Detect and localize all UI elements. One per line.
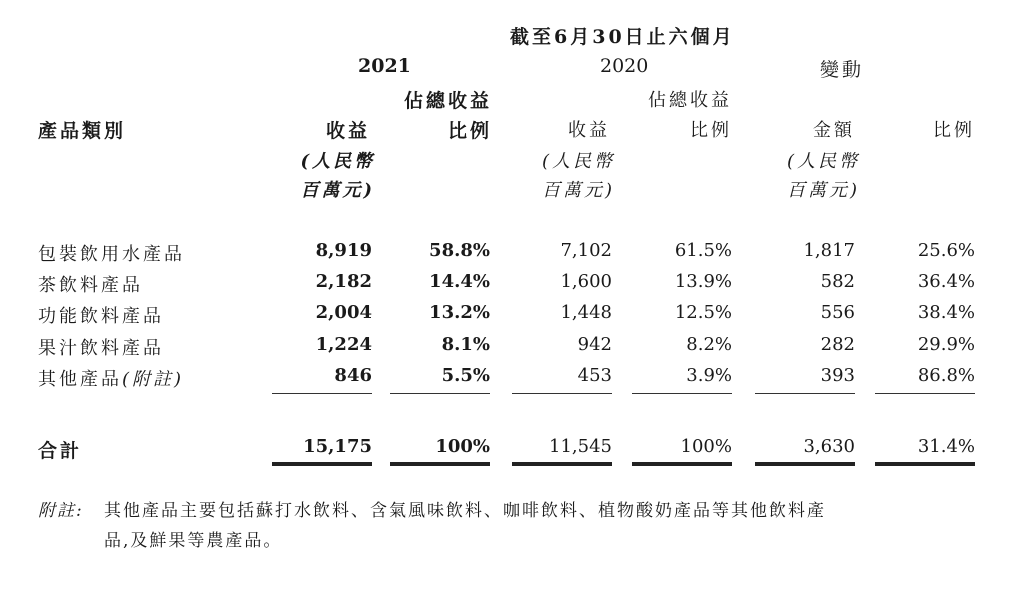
revenue-2021-cell: 2,004 — [315, 302, 372, 323]
double-rule-pct-2021 — [390, 462, 490, 466]
double-rule-chg-pct — [875, 462, 975, 466]
total-pct-2020: 100% — [680, 436, 732, 457]
rule-chg-pct — [875, 393, 975, 394]
pct-2020-header-line1: 佔總收益 — [648, 90, 732, 111]
revenue-2020-header: 收益 — [568, 120, 610, 141]
category-column-header: 產品類別 — [38, 120, 127, 142]
rule-pct-2021 — [390, 393, 490, 394]
pct-2020-cell: 61.5% — [674, 240, 732, 261]
rule-rev-2020 — [512, 393, 612, 394]
double-rule-rev-2021 — [272, 462, 372, 466]
rule-chg-amt — [755, 393, 855, 394]
unit-change-line1: (人民幣 — [786, 151, 860, 172]
note-label: 附註: — [38, 501, 84, 521]
revenue-2021-cell: 2,182 — [315, 271, 372, 292]
pct-2021-cell: 5.5% — [441, 365, 490, 386]
pct-2020-cell: 13.9% — [674, 271, 732, 292]
revenue-2020-cell: 1,600 — [560, 271, 612, 292]
revenue-2020-cell: 453 — [577, 365, 612, 386]
row-label — [38, 240, 185, 266]
row-label — [38, 334, 164, 360]
period-header: 截至6月30日止六個月 — [510, 26, 735, 48]
revenue-2021-cell: 8,919 — [315, 240, 372, 261]
row-label — [38, 365, 184, 391]
change-header: 變動 — [820, 59, 865, 81]
note-line2: 品,及鮮果等農產品。 — [104, 531, 283, 551]
double-rule-chg-amt — [755, 462, 855, 466]
rule-rev-2021 — [272, 393, 372, 394]
rule-pct-2020 — [632, 393, 732, 394]
revenue-2021-header: 收益 — [325, 120, 370, 142]
pct-2021-cell: 58.8% — [429, 240, 490, 261]
double-rule-pct-2020 — [632, 462, 732, 466]
total-rev-2021: 15,175 — [303, 436, 372, 457]
pct-2020-cell: 8.2% — [686, 334, 732, 355]
pct-2020-cell: 3.9% — [686, 365, 732, 386]
double-rule-rev-2020 — [512, 462, 612, 466]
change-amount-cell: 556 — [820, 302, 855, 323]
note-line1: 其他產品主要包括蘇打水飲料、含氣風味飲料、咖啡飲料、植物酸奶產品等其他飲料產 — [104, 501, 826, 521]
row-label-text: 茶飲料產品 — [38, 275, 143, 296]
unit-2021-line2: 百萬元) — [300, 180, 375, 201]
total-pct-2021: 100% — [435, 436, 490, 457]
revenue-2021-cell: 846 — [334, 365, 372, 386]
change-amount-cell: 393 — [820, 365, 855, 386]
unit-change-line2: 百萬元) — [786, 180, 860, 201]
unit-2020-line2: 百萬元) — [541, 180, 615, 201]
total-rev-2020: 11,545 — [549, 436, 612, 457]
pct-2021-header-line1: 佔總收益 — [403, 90, 492, 112]
pct-2021-header-line2: 比例 — [447, 120, 492, 142]
revenue-2020-cell: 7,102 — [560, 240, 612, 261]
pct-2020-header-line2: 比例 — [690, 120, 732, 141]
change-ratio-cell: 86.8% — [917, 365, 975, 386]
total-chg-pct: 31.4% — [917, 436, 975, 457]
row-label — [38, 302, 164, 328]
change-amount-cell: 1,817 — [803, 240, 855, 261]
row-label-text: 包裝飲用水產品 — [38, 244, 185, 265]
pct-2021-cell: 8.1% — [441, 334, 490, 355]
change-ratio-cell: 29.9% — [917, 334, 975, 355]
change-amount-cell: 582 — [820, 271, 855, 292]
change-amount-cell: 282 — [820, 334, 855, 355]
row-label-text: 功能飲料產品 — [38, 306, 164, 327]
change-amount-header: 金額 — [813, 120, 855, 141]
revenue-2020-cell: 942 — [577, 334, 612, 355]
pct-2021-cell: 13.2% — [429, 302, 490, 323]
change-ratio-cell: 25.6% — [917, 240, 975, 261]
unit-2020-line1: (人民幣 — [541, 151, 615, 172]
pct-2021-cell: 14.4% — [429, 271, 490, 292]
total-chg-amt: 3,630 — [803, 436, 855, 457]
row-label-text: 果汁飲料產品 — [38, 338, 164, 359]
change-ratio-header: 比例 — [933, 120, 975, 141]
year-2020-header: 2020 — [600, 55, 649, 77]
pct-2020-cell: 12.5% — [674, 302, 732, 323]
change-ratio-cell: 38.4% — [917, 302, 975, 323]
total-label: 合計 — [38, 440, 83, 462]
year-2021-header: 2021 — [358, 55, 411, 77]
unit-2021-line1: (人民幣 — [300, 151, 375, 172]
revenue-2021-cell: 1,224 — [315, 334, 372, 355]
row-label-note: (附註) — [122, 369, 185, 390]
revenue-2020-cell: 1,448 — [560, 302, 612, 323]
change-ratio-cell: 36.4% — [917, 271, 975, 292]
row-label-text: 其他產品 — [38, 369, 122, 390]
row-label — [38, 271, 143, 297]
